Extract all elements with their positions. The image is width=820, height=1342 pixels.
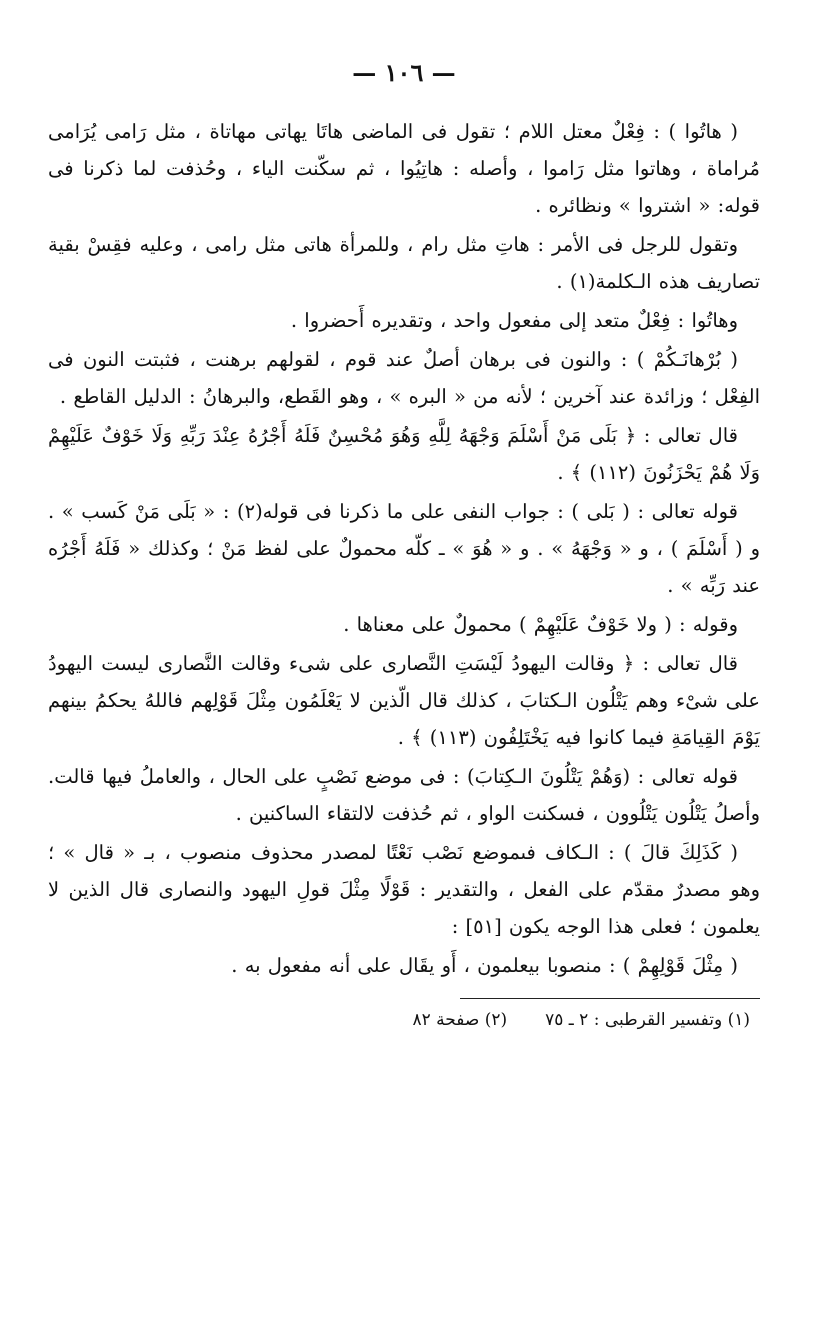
verse-112: قال تعالى : ﴿ بَلَى مَنْ أَسْلَمَ وَجْهَهُ لِلَّهِ وَهُوَ مُحْسِنٌ فَلَهُ أَجْرُهُ عِنْدَ رَبِّهِ وَلَا خَوْفٌ عَلَيْهِمْ وَلَا هُمْ يَحْزَنُونَ (١١٢) ﴾ .	[48, 424, 760, 484]
paragraph-imperative: وتقول للرجل فى الأمر : هاتِ مثل رام ، وللمرأة هاتى مثل رامى ، وعليه فقِسْ بقية تصاريف هذه الـكلمة(١) .	[48, 233, 760, 293]
body-text	[48, 113, 760, 984]
paragraph-kadhalika: ( كَذَلِكَ قالَ ) : الـكاف فىموضع نَصْب نَعْتًا لمصدر محذوف منصوب ، بـ « قال » ؛ وهو مصدرٌ مقدّم على الفعل ، والتقدير : قَوْلًا مِثْلَ قولِ اليهود والنصارى قال الذين لا يعلمون ؛ فعلى هذا الوجه يكون [٥١] :	[48, 841, 760, 938]
footnotes	[48, 1007, 760, 1033]
paragraph-hatu-verb: ( هاتُوا ) : فِعْلٌ معتل اللام ؛ تقول فى الماضى هاتَا يهاتى مهاتاة ، مثل رَامى يُرَامى مُراماة ، وهاتوا مثل رَاموا ، وأصله : هاتِيُوا ، ثم سكّنت الياء ، وحُذفت لما ذكرنا فى قوله: « اشتروا » ونظائره .	[48, 120, 760, 217]
paragraph-yatlun: قوله تعالى : (وَهُمْ يَتْلُونَ الـكِتابَ) : فى موضع نَصْبٍ على الحال ، والعاملُ فيها قالت. وأصلُ يَتْلُون يَتْلُوون ، فسكنت الواو ، ثم حُذفت لالتقاء الساكنين .	[48, 765, 760, 825]
paragraph-transitive: وهاتُوا : فِعْلٌ متعد إلى مفعول واحد ، وتقديره أَحضروا .	[290, 309, 738, 332]
paragraph-mithla-qawlihim: ( مِثْلَ قَوْلِهِمْ ) : منصوبا بيعلمون ، أَو يقَال على أنه مفعول به .	[231, 954, 738, 977]
footnote-2: (٢) صفحة ٨٢	[412, 1010, 508, 1030]
paragraph-la-khawf: وقوله : ( ولا خَوْفٌ عَلَيْهِمْ ) محمولٌ على معناها .	[343, 613, 738, 636]
footnote-divider	[460, 998, 760, 999]
paragraph-bala: قوله تعالى : ( بَلى ) : جواب النفى على ما ذكرنا فى قوله(٢) : « بَلَى مَنْ كَسب » . و ( أَسْلَمَ ) ، و « وَجْهَهُ » . و « هُوَ » ـ كلّه محمولٌ على لفظ مَنْ ؛ وكذلك « فَلَهُ أَجْرُه عند رَبِّه » .	[48, 500, 760, 597]
footnote-1: (١) وتفسير القرطبى : ٢ ـ ٧٥	[545, 1010, 750, 1030]
page-number: — ١٠٦ —	[352, 58, 456, 87]
verse-113: قال تعالى : ﴿ وقالت اليهودُ لَيْسَتِ النَّصارى على شىء وقالت النَّصارى ليست اليهودُ على شىْء وهم يَتْلُون الـكتابَ ، كذلك قال الّذين لا يَعْلَمُون مِثْلَ قَوْلِهم فاللهُ يحكمُ بينهم يَوْمَ القِيامَةِ فيما كانوا فيه يَخْتَلِفُون (١١٣) ﴾ .	[48, 652, 760, 749]
paragraph-burhan: ( بُرْهانَـكُمْ ) : والنون فى برهان أصلٌ عند قوم ، لقولهم برهنت ، فثبتت النون فى الفِعْل ؛ وزائدة عند آخرين ؛ لأنه من « البره » ، وهو القَطع، والبرهانُ : الدليل القاطع .	[48, 348, 760, 408]
